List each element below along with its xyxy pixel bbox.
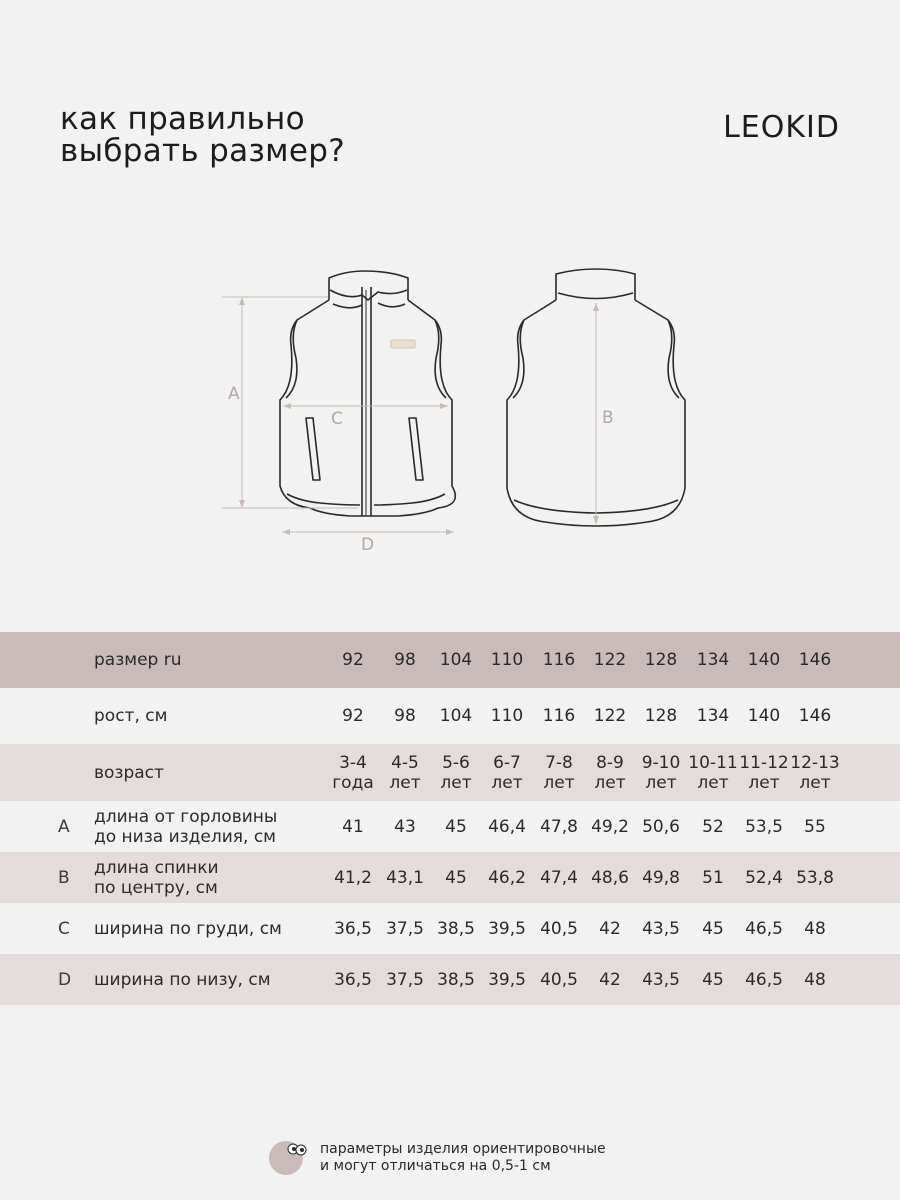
table-cell-line: 38,5 (437, 969, 475, 990)
table-cell-line: 92 (342, 706, 364, 726)
table-cell-line: 47,8 (540, 816, 578, 837)
table-cell (738, 801, 790, 852)
table-cell-line: 140 (747, 706, 781, 726)
table-cell (327, 903, 379, 954)
table-cell-line: 122 (593, 650, 627, 670)
table-cell (379, 688, 431, 744)
footer-note (268, 1140, 688, 1176)
table-cell (789, 801, 841, 852)
table-cell (430, 688, 482, 744)
table-cell-line: 92 (342, 650, 364, 670)
table-cell (584, 801, 636, 852)
table-row (0, 801, 900, 852)
table-cell (481, 744, 533, 801)
table-cell-line: лет (799, 772, 831, 793)
table-cell-line: 104 (439, 706, 473, 726)
table-cell (430, 954, 482, 1005)
table-cell-line: лет (389, 772, 421, 793)
table-cell-line: 47,4 (540, 867, 578, 888)
table-cell (789, 744, 841, 801)
row-label (94, 903, 282, 954)
table-cell (687, 852, 739, 903)
table-cell (327, 688, 379, 744)
table-cell (635, 852, 687, 903)
table-cell (584, 688, 636, 744)
row-label-line: длина от горловины (94, 806, 278, 827)
table-cell-line: 98 (394, 650, 416, 670)
table-cell-line: 39,5 (488, 918, 526, 939)
table-cell-line: 43,5 (642, 969, 680, 990)
table-cell-line: 52,4 (745, 867, 783, 888)
table-cell-line: лет (645, 772, 677, 793)
footer-line-2: и могут отличаться на 0,5-1 см (320, 1158, 551, 1174)
footer-text (320, 1141, 606, 1175)
table-cell (430, 903, 482, 954)
table-cell-line: 37,5 (386, 918, 424, 939)
row-label-line: возраст (94, 762, 164, 783)
table-cell (327, 632, 379, 688)
table-cell (327, 744, 379, 801)
size-table (0, 632, 900, 1005)
table-cell-line: 10-11 (688, 752, 738, 773)
table-cell-line: 140 (747, 650, 781, 670)
row-label (94, 852, 219, 903)
table-cell-line: 128 (644, 706, 678, 726)
table-cell-line: 43,5 (642, 918, 680, 939)
table-cell (738, 903, 790, 954)
table-cell-line: 55 (804, 816, 826, 837)
row-label-line: длина спинки (94, 857, 219, 878)
table-row (0, 688, 900, 744)
table-cell (481, 801, 533, 852)
table-cell (430, 632, 482, 688)
table-cell (687, 954, 739, 1005)
table-cell-line: 38,5 (437, 918, 475, 939)
table-cell-line: 48 (804, 918, 826, 939)
table-cell-line: 134 (696, 706, 730, 726)
table-row (0, 632, 900, 688)
row-label (94, 744, 164, 801)
table-cell (379, 852, 431, 903)
table-cell (533, 688, 585, 744)
table-cell (635, 801, 687, 852)
table-row (0, 903, 900, 954)
table-cell (327, 954, 379, 1005)
dimension-c-label: C (331, 409, 343, 429)
table-cell-line: 52 (702, 816, 724, 837)
table-cell (635, 903, 687, 954)
brand-logo: LEOKID (723, 110, 840, 145)
table-cell (687, 744, 739, 801)
row-label (94, 632, 182, 688)
row-label (94, 954, 271, 1005)
table-cell-line: лет (440, 772, 472, 793)
table-cell (738, 954, 790, 1005)
table-cell (481, 688, 533, 744)
table-cell-line: лет (594, 772, 626, 793)
table-cell (533, 632, 585, 688)
table-cell-line: 46,5 (745, 969, 783, 990)
table-cell (481, 852, 533, 903)
table-cell (738, 632, 790, 688)
round-mascot-icon (268, 1138, 308, 1178)
table-cell (789, 852, 841, 903)
table-cell-line: 45 (702, 918, 724, 939)
table-cell (430, 744, 482, 801)
table-cell (789, 632, 841, 688)
table-cell-line: лет (491, 772, 523, 793)
table-cell (584, 852, 636, 903)
table-cell-line: 43,1 (386, 867, 424, 888)
table-cell (379, 954, 431, 1005)
table-cell-line: 36,5 (334, 918, 372, 939)
table-cell-line: 9-10 (641, 752, 681, 773)
table-cell (533, 954, 585, 1005)
table-cell-line: лет (748, 772, 780, 793)
table-cell (687, 903, 739, 954)
table-cell (584, 903, 636, 954)
table-cell (635, 744, 687, 801)
table-cell-line: 49,2 (591, 816, 629, 837)
table-cell (481, 903, 533, 954)
table-cell (738, 688, 790, 744)
table-cell-line: 116 (542, 650, 576, 670)
table-cell-line: 134 (696, 650, 730, 670)
table-cell-line: 48,6 (591, 867, 629, 888)
title-line-1: как правильно (60, 101, 305, 137)
table-cell-line: 128 (644, 650, 678, 670)
table-cell (481, 632, 533, 688)
table-cell-line: 51 (702, 867, 724, 888)
table-cell-line: 3-4 (339, 752, 367, 773)
table-cell-line: 49,8 (642, 867, 680, 888)
row-label (94, 801, 277, 852)
table-cell-line: 4-5 (391, 752, 419, 773)
table-cell (635, 632, 687, 688)
table-cell (584, 632, 636, 688)
table-cell-line: 50,6 (642, 816, 680, 837)
vest-front (280, 271, 455, 516)
row-letter: C (58, 918, 70, 939)
table-cell (327, 801, 379, 852)
table-cell (379, 801, 431, 852)
table-cell (327, 852, 379, 903)
table-cell (687, 801, 739, 852)
table-cell-line: 104 (439, 650, 473, 670)
table-cell-line: 8-9 (596, 752, 624, 773)
row-label-line: по центру, см (94, 877, 218, 898)
table-cell-line: 39,5 (488, 969, 526, 990)
dimension-a-label: A (228, 384, 240, 404)
table-cell-line: 46,4 (488, 816, 526, 837)
row-letter: A (58, 816, 70, 837)
table-row (0, 852, 900, 903)
table-cell (533, 903, 585, 954)
table-cell-line: 110 (490, 706, 524, 726)
table-cell (738, 852, 790, 903)
row-label-line: до низа изделия, см (94, 826, 277, 847)
row-label-line: ширина по груди, см (94, 918, 282, 939)
row-label-line: рост, см (94, 706, 168, 726)
table-cell (687, 688, 739, 744)
table-row (0, 954, 900, 1005)
table-cell (584, 744, 636, 801)
table-cell-line: 12-13 (790, 752, 840, 773)
table-cell (635, 954, 687, 1005)
table-cell-line: 41,2 (334, 867, 372, 888)
table-cell (738, 744, 790, 801)
table-cell-line: 43 (394, 816, 416, 837)
table-cell-line: лет (543, 772, 575, 793)
footer-line-1: параметры изделия ориентировочные (320, 1141, 606, 1157)
table-cell-line: 46,2 (488, 867, 526, 888)
table-cell-line: 36,5 (334, 969, 372, 990)
table-cell-line: 37,5 (386, 969, 424, 990)
table-cell-line: 42 (599, 918, 621, 939)
row-label-line: ширина по низу, см (94, 969, 271, 990)
page-title (60, 103, 345, 167)
table-cell-line: 45 (445, 867, 467, 888)
dimension-b-label: B (602, 408, 614, 428)
table-cell (379, 744, 431, 801)
row-letter: D (58, 969, 72, 990)
table-cell (379, 632, 431, 688)
table-cell-line: 40,5 (540, 969, 578, 990)
table-cell (533, 852, 585, 903)
title-line-2: выбрать размер? (60, 133, 345, 169)
table-cell (584, 954, 636, 1005)
table-cell (789, 954, 841, 1005)
dimension-d-label: D (361, 535, 375, 555)
table-cell-line: 98 (394, 706, 416, 726)
table-cell-line: 146 (798, 706, 832, 726)
table-cell-line: 122 (593, 706, 627, 726)
table-cell-line: 6-7 (493, 752, 521, 773)
table-cell-line: 46,5 (745, 918, 783, 939)
table-cell-line: 41 (342, 816, 364, 837)
table-cell-line: 110 (490, 650, 524, 670)
table-cell (430, 801, 482, 852)
table-cell-line: 40,5 (540, 918, 578, 939)
table-cell (481, 954, 533, 1005)
table-cell-line: года (332, 772, 374, 793)
table-cell-line: 53,8 (796, 867, 834, 888)
table-cell-line: 146 (798, 650, 832, 670)
table-cell (687, 632, 739, 688)
table-cell-line: 53,5 (745, 816, 783, 837)
table-cell (789, 903, 841, 954)
table-cell-line: 42 (599, 969, 621, 990)
table-cell-line: 7-8 (545, 752, 573, 773)
row-letter: B (58, 867, 70, 888)
table-cell (430, 852, 482, 903)
vest-back (507, 269, 685, 526)
table-cell (635, 688, 687, 744)
row-label (94, 688, 167, 744)
table-cell (379, 903, 431, 954)
table-cell-line: 116 (542, 706, 576, 726)
table-cell-line: 48 (804, 969, 826, 990)
table-row (0, 744, 900, 801)
table-cell (789, 688, 841, 744)
table-cell (533, 801, 585, 852)
table-cell (533, 744, 585, 801)
table-cell-line: лет (697, 772, 729, 793)
table-cell-line: 45 (702, 969, 724, 990)
table-cell-line: 5-6 (442, 752, 470, 773)
row-label-line: размер ru (94, 650, 182, 670)
table-cell-line: 11-12 (739, 752, 789, 773)
table-cell-line: 45 (445, 816, 467, 837)
